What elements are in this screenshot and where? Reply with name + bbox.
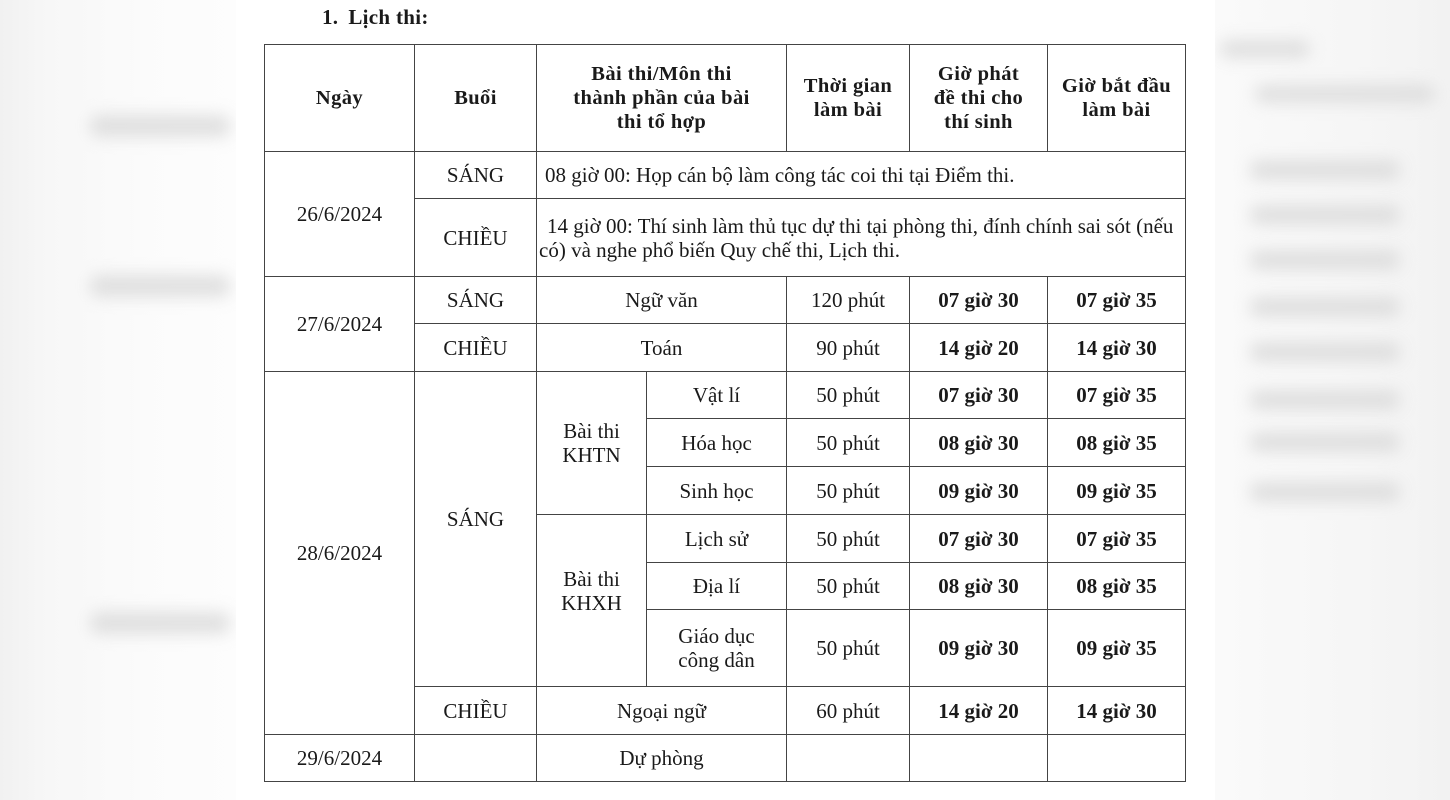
blurred-background-left <box>0 0 236 800</box>
table-row <box>265 152 1186 199</box>
start-time-cell: 08 giờ 35 <box>1048 563 1186 610</box>
distribution-time-cell: 14 giờ 20 <box>910 687 1048 735</box>
header-distribution-time: Giờ phát đề thi cho thí sinh <box>910 45 1048 152</box>
group-cell-khxh: Bài thi KHXH <box>537 515 647 687</box>
distribution-time-cell-empty <box>910 735 1048 782</box>
date-cell: 27/6/2024 <box>265 277 415 372</box>
distribution-time-cell: 09 giờ 30 <box>910 610 1048 687</box>
table-row <box>265 372 1186 419</box>
header-start-time: Giờ bắt đầu làm bài <box>1048 45 1186 152</box>
date-cell: 28/6/2024 <box>265 372 415 735</box>
exam-schedule-table <box>264 44 1186 782</box>
session-cell: CHIỀU <box>415 324 537 372</box>
start-time-cell: 07 giờ 35 <box>1048 515 1186 563</box>
subject-cell: Lịch sử <box>647 515 787 563</box>
session-cell: SÁNG <box>415 152 537 199</box>
header-subject: Bài thi/Môn thi thành phần của bài thi tổ hợp <box>537 45 787 152</box>
date-cell: 26/6/2024 <box>265 152 415 277</box>
subject-cell: Hóa học <box>647 419 787 467</box>
note-cell: 14 giờ 00: Thí sinh làm thủ tục dự thi tại phòng thi, đính chính sai sót (nếu có) và nghe phổ biến Quy chế thi, Lịch thi. <box>537 199 1186 277</box>
subject-cell: Địa lí <box>647 563 787 610</box>
distribution-time-cell: 14 giờ 20 <box>910 324 1048 372</box>
duration-cell: 50 phút <box>787 610 910 687</box>
distribution-time-cell: 08 giờ 30 <box>910 563 1048 610</box>
start-time-cell-empty <box>1048 735 1186 782</box>
subject-cell: Ngữ văn <box>537 277 787 324</box>
duration-cell: 50 phút <box>787 372 910 419</box>
duration-cell: 50 phút <box>787 563 910 610</box>
group-cell-khtn: Bài thi KHTN <box>537 372 647 515</box>
subject-cell: Giáo dục công dân <box>647 610 787 687</box>
duration-cell: 60 phút <box>787 687 910 735</box>
header-date: Ngày <box>265 45 415 152</box>
start-time-cell: 08 giờ 35 <box>1048 419 1186 467</box>
duration-cell-empty <box>787 735 910 782</box>
duration-cell: 50 phút <box>787 515 910 563</box>
distribution-time-cell: 09 giờ 30 <box>910 467 1048 515</box>
section-number: 1. <box>322 5 339 29</box>
subject-cell: Toán <box>537 324 787 372</box>
start-time-cell: 09 giờ 35 <box>1048 610 1186 687</box>
table-row <box>265 277 1186 324</box>
subject-cell: Ngoại ngữ <box>537 687 787 735</box>
start-time-cell: 09 giờ 35 <box>1048 467 1186 515</box>
subject-cell: Dự phòng <box>537 735 787 782</box>
section-title: Lịch thi: <box>348 5 429 29</box>
table-row <box>265 735 1186 782</box>
note-cell: 08 giờ 00: Họp cán bộ làm công tác coi thi tại Điểm thi. <box>537 152 1186 199</box>
start-time-cell: 14 giờ 30 <box>1048 324 1186 372</box>
header-duration: Thời gian làm bài <box>787 45 910 152</box>
date-cell: 29/6/2024 <box>265 735 415 782</box>
distribution-time-cell: 07 giờ 30 <box>910 277 1048 324</box>
blurred-background-right <box>1215 0 1450 800</box>
session-cell: CHIỀU <box>415 687 537 735</box>
start-time-cell: 07 giờ 35 <box>1048 277 1186 324</box>
duration-cell: 90 phút <box>787 324 910 372</box>
subject-cell: Vật lí <box>647 372 787 419</box>
distribution-time-cell: 08 giờ 30 <box>910 419 1048 467</box>
section-heading <box>322 5 429 30</box>
header-row <box>265 45 1186 152</box>
session-cell: CHIỀU <box>415 199 537 277</box>
distribution-time-cell: 07 giờ 30 <box>910 515 1048 563</box>
duration-cell: 50 phút <box>787 419 910 467</box>
duration-cell: 50 phút <box>787 467 910 515</box>
subject-cell: Sinh học <box>647 467 787 515</box>
start-time-cell: 07 giờ 35 <box>1048 372 1186 419</box>
header-session: Buổi <box>415 45 537 152</box>
distribution-time-cell: 07 giờ 30 <box>910 372 1048 419</box>
duration-cell: 120 phút <box>787 277 910 324</box>
session-cell: SÁNG <box>415 277 537 324</box>
start-time-cell: 14 giờ 30 <box>1048 687 1186 735</box>
session-cell-empty <box>415 735 537 782</box>
session-cell: SÁNG <box>415 372 537 687</box>
